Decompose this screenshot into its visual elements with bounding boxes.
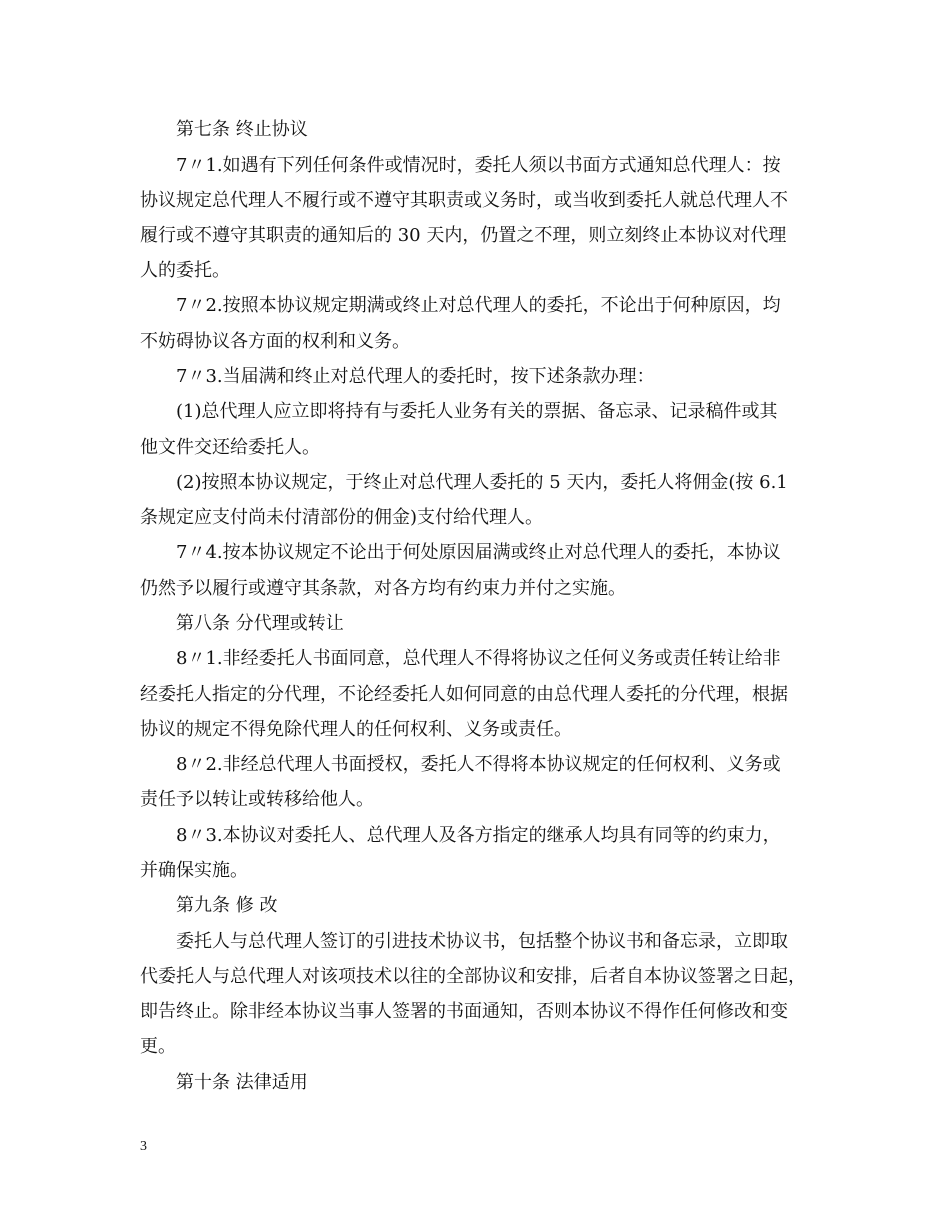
paragraph-line: 人的委托。 xyxy=(140,260,230,281)
paragraph-line: 即告终止。除非经本协议当事人签署的书面通知，否则本协议不得作任何修改和变 xyxy=(140,1001,788,1022)
paragraph-line: 经委托人指定的分代理，不论经委托人如何同意的由总代理人委托的分代理，根据 xyxy=(140,684,788,705)
paragraph-line: 责任予以转让或转移给他人。 xyxy=(140,789,374,810)
paragraph-line: 7〃3.当届满和终止对总代理人的委托时，按下述条款办理： xyxy=(176,366,655,387)
paragraph-line: 协议规定总代理人不履行或不遵守其职责或义务时，或当收到委托人就总代理人不 xyxy=(140,190,788,211)
paragraph-line: 8〃1.非经委托人书面同意，总代理人不得将协议之任何义务或责任转让给非 xyxy=(176,648,781,669)
section-heading-10: 第十条 法律适用 xyxy=(176,1072,308,1093)
section-heading-8: 第八条 分代理或转让 xyxy=(176,613,344,634)
paragraph-line: 7〃2.按照本协议规定期满或终止对总代理人的委托，不论出于何种原因，均 xyxy=(176,295,781,316)
section-heading-9: 第九条 修 改 xyxy=(176,895,278,916)
paragraph-line: 仍然予以履行或遵守其条款，对各方均有约束力并付之实施。 xyxy=(140,578,626,599)
section-heading-7: 第七条 终止协议 xyxy=(176,119,308,140)
paragraph-line: 委托人与总代理人签订的引进技术协议书，包括整个协议书和备忘录，立即取 xyxy=(176,931,788,952)
paragraph-line: 他文件交还给委托人。 xyxy=(140,437,320,458)
paragraph-line: 不妨碍协议各方面的权利和义务。 xyxy=(140,331,410,352)
paragraph-line: (1)总代理人应立即将持有与委托人业务有关的票据、备忘录、记录稿件或其 xyxy=(176,401,778,422)
paragraph-line: 协议的规定不得免除代理人的任何权利、义务或责任。 xyxy=(140,719,572,740)
paragraph-line: 更。 xyxy=(140,1036,176,1057)
page-number: 3 xyxy=(140,1139,147,1154)
paragraph-line: 8〃2.非经总代理人书面授权，委托人不得将本协议规定的任何权利、义务或 xyxy=(176,754,781,775)
paragraph-line: 7〃4.按本协议规定不论出于何处原因届满或终止对总代理人的委托，本协议 xyxy=(176,542,781,563)
paragraph-line: 代委托人与总代理人对该项技术以往的全部协议和安排，后者自本协议签署之日起， xyxy=(140,966,806,987)
paragraph-line: 履行或不遵守其职责的通知后的 30 天内，仍置之不理，则立刻终止本协议对代理 xyxy=(140,225,787,246)
paragraph-line: 条规定应支付尚未付清部份的佣金)支付给代理人。 xyxy=(140,507,544,528)
paragraph-line: (2)按照本协议规定，于终止对总代理人委托的 5 天内，委托人将佣金(按 6.1 xyxy=(176,472,788,493)
paragraph-line: 8〃3.本协议对委托人、总代理人及各方指定的继承人均具有同等的约束力， xyxy=(176,825,781,846)
paragraph-line: 并确保实施。 xyxy=(140,860,248,881)
paragraph-line: 7〃1.如遇有下列任何条件或情况时，委托人须以书面方式通知总代理人：按 xyxy=(176,155,781,176)
